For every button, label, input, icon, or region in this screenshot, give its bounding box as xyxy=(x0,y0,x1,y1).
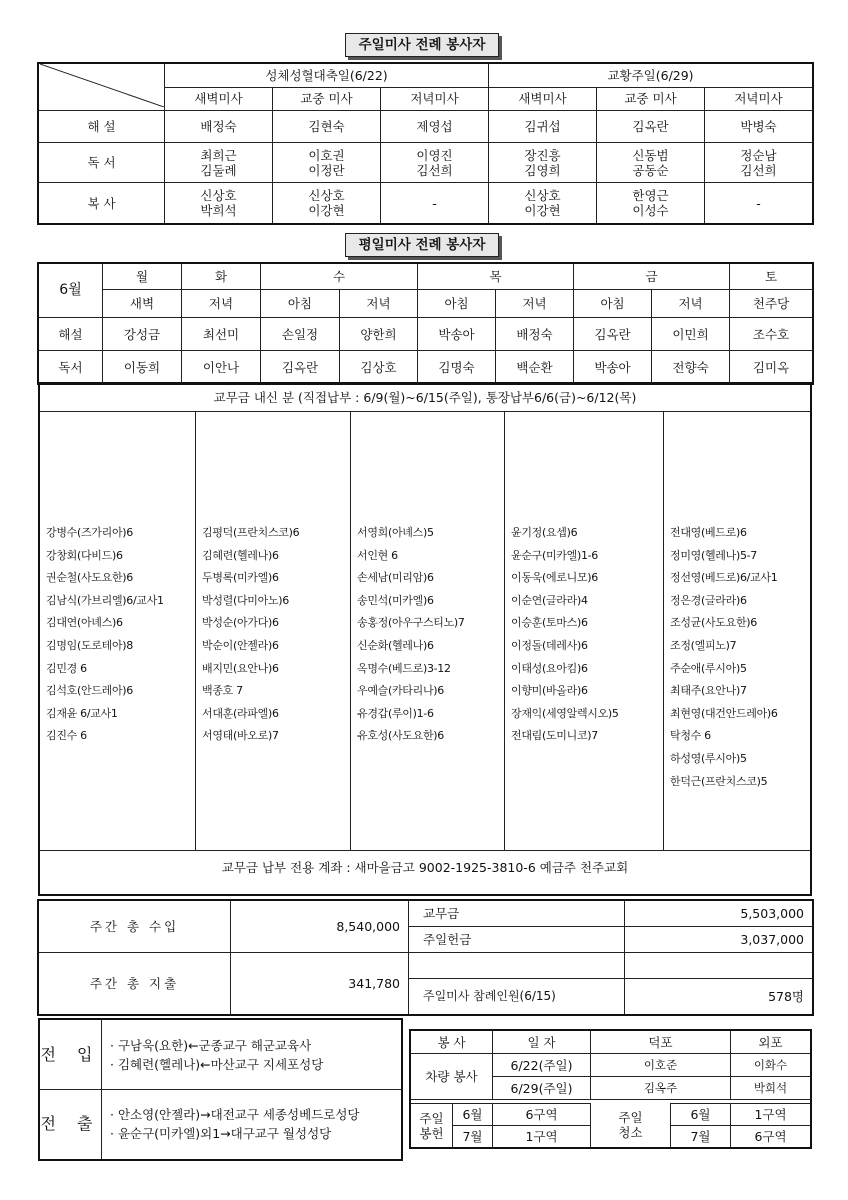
move-out-item: · 윤순구(미카엘)외1→대구교구 월성성당 xyxy=(110,1126,332,1141)
server-cell: 이안나 xyxy=(182,351,261,384)
offering-entry: 옥명수(베드로)3-12 xyxy=(357,661,451,675)
offering-column xyxy=(664,412,810,850)
server-cell: 신상호 이강현 xyxy=(273,183,381,224)
vehicle-date: 6/29(주일) xyxy=(493,1077,591,1100)
offering-entry: 권순철(사도요한)6 xyxy=(46,571,133,585)
vehicle-oepo: 박희석 xyxy=(731,1077,811,1100)
offering-columns xyxy=(40,412,810,850)
mass-header: 교중 미사 xyxy=(273,87,381,111)
income-value: 8,540,000 xyxy=(231,901,409,953)
offering-entry: 박성순(아가다)6 xyxy=(202,616,279,630)
slot-header: 저녁 xyxy=(652,290,730,318)
bonghun-month: 7월 xyxy=(453,1126,493,1148)
month-cell: 6월 xyxy=(39,264,103,318)
offering-entry: 윤기정(요셉)6 xyxy=(511,526,578,539)
move-out-list xyxy=(102,1105,401,1143)
expense-value: 341,780 xyxy=(231,953,409,1015)
row-label: 복 사 xyxy=(39,183,165,224)
offering-entry: 한덕근(프란치스코)5 xyxy=(670,774,768,788)
server-cell: 전향숙 xyxy=(652,351,730,384)
offering-entry: 서인현 6 xyxy=(357,548,398,562)
group-header: 성체성혈대축일(6/22) xyxy=(165,64,489,88)
slot-header: 새벽 xyxy=(103,290,182,318)
mass-header: 새벽미사 xyxy=(489,87,597,111)
server-cell: 강성금 xyxy=(103,318,182,351)
offering-entry: 유호성(사도요한)6 xyxy=(357,729,444,743)
offering-entry: 송민석(미카엘)6 xyxy=(357,593,434,607)
corner-cell xyxy=(39,64,165,111)
cleaning-label: 주일 청소 xyxy=(591,1104,671,1148)
day-header: 목 xyxy=(418,264,574,290)
offering-entry: 이태성(요아킴)6 xyxy=(511,661,588,675)
sunday-servers-table xyxy=(38,63,813,224)
offering-entry: 최태주(요안나)7 xyxy=(670,684,747,698)
server-cell: 정순남 김선희 xyxy=(705,143,813,183)
server-cell: 배정숙 xyxy=(496,318,574,351)
offering-entry: 장재익(세영알렉시오)5 xyxy=(511,706,619,720)
mass-header: 새벽미사 xyxy=(165,87,273,111)
day-header: 화 xyxy=(182,264,261,290)
sunday-offering-value: 3,037,000 xyxy=(625,927,813,953)
offering-entry: 하성영(루시아)5 xyxy=(670,751,747,765)
service-table xyxy=(410,1030,811,1148)
offering-entry: 이동욱(에로니모)6 xyxy=(511,571,598,585)
offering-entry: 송홍정(아우구스티노)7 xyxy=(357,616,465,630)
server-cell: 김옥란 xyxy=(597,111,705,143)
server-cell: 양한희 xyxy=(340,318,418,351)
offering-entry: 조정(엘피노)7 xyxy=(670,638,737,652)
bonghun-month: 6월 xyxy=(453,1104,493,1126)
server-cell: 장진흥 김영희 xyxy=(489,143,597,183)
server-cell: 조수호 xyxy=(730,318,813,351)
service-header: 봉 사 xyxy=(411,1031,493,1054)
empty-cell xyxy=(625,953,813,979)
server-cell: 박송아 xyxy=(418,318,496,351)
offering-entry: 배지민(요안나)6 xyxy=(202,661,279,675)
slot-header: 저녁 xyxy=(496,290,574,318)
vehicle-date: 6/22(주일) xyxy=(493,1054,591,1077)
offering-entry: 이순연(글라라)4 xyxy=(511,593,588,607)
slot-header: 아침 xyxy=(418,290,496,318)
server-cell: 김미옥 xyxy=(730,351,813,384)
bonghun-value: 6구역 xyxy=(493,1104,591,1126)
offering-entry: 박성렬(다미아노)6 xyxy=(202,593,289,607)
server-cell: 최희근 김둘례 xyxy=(165,143,273,183)
offering-entry: 이정돌(데레사)6 xyxy=(511,638,588,652)
server-cell: 백순환 xyxy=(496,351,574,384)
expense-label: 주간 총 지출 xyxy=(39,953,231,1015)
cleaning-month: 7월 xyxy=(671,1126,731,1148)
vehicle-deokpo: 이호준 xyxy=(591,1054,731,1077)
day-header: 금 xyxy=(574,264,730,290)
offering-column xyxy=(40,412,196,850)
offering-entry: 최현영(대건안드레아)6 xyxy=(670,706,778,720)
server-cell: 김옥란 xyxy=(574,318,652,351)
cleaning-month: 6월 xyxy=(671,1104,731,1126)
sunday-title: 주일미사 전례 봉사자 xyxy=(345,33,499,57)
move-in-item: · 김혜련(헬레나)←마산교구 지세포성당 xyxy=(110,1057,324,1072)
offering-entry: 서영희(아녜스)5 xyxy=(357,526,434,539)
offering-entry: 탁청수 6 xyxy=(670,729,711,743)
slot-header: 저녁 xyxy=(340,290,418,318)
day-header: 수 xyxy=(261,264,418,290)
bonghun-value: 1구역 xyxy=(493,1126,591,1148)
offering-entry: 김진수 6 xyxy=(46,729,87,743)
attendance-value: 578명 xyxy=(625,979,813,1015)
server-cell: 이영진 김선희 xyxy=(381,143,489,183)
income-label: 주간 총 수입 xyxy=(39,901,231,953)
row-label: 해 설 xyxy=(39,111,165,143)
cleaning-value: 1구역 xyxy=(731,1104,811,1126)
offering-entry: 김명임(도로테아)8 xyxy=(46,638,133,652)
day-header: 토 xyxy=(730,264,813,290)
deokpo-header: 덕포 xyxy=(591,1031,731,1054)
server-cell: 이동희 xyxy=(103,351,182,384)
kyomugeum-value: 5,503,000 xyxy=(625,901,813,927)
move-in-label: 전 입 xyxy=(40,1020,102,1089)
move-out-item: · 안소영(안젤라)→대전교구 세종성베드로성당 xyxy=(110,1107,360,1122)
row-label: 독 서 xyxy=(39,143,165,183)
offering-entry: 두병록(미카엘)6 xyxy=(202,571,279,585)
server-cell: - xyxy=(705,183,813,224)
empty-cell xyxy=(409,953,625,979)
server-cell: 신상호 박희석 xyxy=(165,183,273,224)
offering-entry: 주순애(루시아)5 xyxy=(670,661,747,675)
offering-entry: 김대연(아녜스)6 xyxy=(46,616,123,630)
offering-entry: 백종호 7 xyxy=(202,684,243,698)
server-cell: 이민희 xyxy=(652,318,730,351)
offering-column xyxy=(505,412,664,850)
move-in-item: · 구남욱(요한)←군종교구 해군교육사 xyxy=(110,1038,312,1053)
server-cell: 신동범 공동순 xyxy=(597,143,705,183)
server-cell: 김귀섭 xyxy=(489,111,597,143)
bonghun-label: 주일 봉헌 xyxy=(411,1104,453,1148)
server-cell: 배정숙 xyxy=(165,111,273,143)
cleaning-value: 6구역 xyxy=(731,1126,811,1148)
server-cell: 제영섭 xyxy=(381,111,489,143)
server-cell: 김옥란 xyxy=(261,351,340,384)
server-cell: 신상호 이강현 xyxy=(489,183,597,224)
offering-entry: 강병수(즈가리아)6 xyxy=(46,526,133,539)
slot-header: 아침 xyxy=(261,290,340,318)
slot-header: 아침 xyxy=(574,290,652,318)
mass-header: 저녁미사 xyxy=(705,87,813,111)
date-header: 일 자 xyxy=(493,1031,591,1054)
server-cell: 김상호 xyxy=(340,351,418,384)
offering-entry: 김혜련(헬레나)6 xyxy=(202,548,279,562)
row-label: 독서 xyxy=(39,351,103,384)
offering-entry: 정미영(헬레나)5-7 xyxy=(670,548,758,562)
offering-entry: 신순화(헬레나)6 xyxy=(357,638,434,652)
mass-header: 교중 미사 xyxy=(597,87,705,111)
day-header: 월 xyxy=(103,264,182,290)
offering-entry: 우예슬(카타리나)6 xyxy=(357,684,444,698)
offering-entry: 김석호(안드레아)6 xyxy=(46,684,133,698)
server-cell: 손일정 xyxy=(261,318,340,351)
kyomugeum-label: 교무금 xyxy=(409,901,625,927)
server-cell: 박병숙 xyxy=(705,111,813,143)
offering-entry: 이향미(바올라)6 xyxy=(511,684,588,698)
attendance-label: 주일미사 참례인원(6/15) xyxy=(409,979,625,1015)
offering-entry: 전대림(도미니코)7 xyxy=(511,729,598,743)
weekday-title: 평일미사 전례 봉사자 xyxy=(345,233,499,257)
slot-header: 천주당 xyxy=(730,290,813,318)
slot-header: 저녁 xyxy=(182,290,261,318)
server-cell: 한영근 이성수 xyxy=(597,183,705,224)
vehicle-label: 차량 봉사 xyxy=(411,1054,493,1100)
server-cell: 김현숙 xyxy=(273,111,381,143)
offering-entry: 강창회(다비드)6 xyxy=(46,548,123,562)
vehicle-oepo: 이화수 xyxy=(731,1054,811,1077)
finance-table xyxy=(38,900,813,1015)
offering-entry: 전대영(베드로)6 xyxy=(670,526,747,539)
offering-column xyxy=(351,412,505,850)
offering-entry: 서대훈(라파엘)6 xyxy=(202,706,279,720)
vehicle-deokpo: 김옥주 xyxy=(591,1077,731,1100)
sunday-offering-label: 주일헌금 xyxy=(409,927,625,953)
offering-header: 교무금 내신 분 (직접납부 : 6/9(월)~6/15(주일), 통장납부6/6(금)~6/12(목) xyxy=(40,384,810,412)
diagonal-line xyxy=(40,64,164,107)
offering-entry: 손세남(미리암)6 xyxy=(357,571,434,585)
offering-entry: 박순이(안젤라)6 xyxy=(202,638,279,652)
offering-column xyxy=(196,412,351,850)
move-out-label: 전 출 xyxy=(40,1089,102,1159)
offering-entry: 정은경(글라라)6 xyxy=(670,593,747,607)
offering-entry: 김남식(가브리엘)6/교사1 xyxy=(46,593,164,607)
parish-moves-box xyxy=(38,1018,403,1161)
server-cell: 박송아 xyxy=(574,351,652,384)
mass-header: 저녁미사 xyxy=(381,87,489,111)
offering-box xyxy=(38,382,812,896)
offering-entry: 김재윤 6/교사1 xyxy=(46,706,118,720)
account-info: 교무금 납부 전용 계좌 : 새마을금고 9002-1925-3810-6 예금주 천주교회 xyxy=(40,850,810,894)
offering-entry: 김민경 6 xyxy=(46,661,87,675)
server-cell: 최선미 xyxy=(182,318,261,351)
offering-entry: 이승훈(토마스)6 xyxy=(511,616,588,630)
move-in-list xyxy=(102,1036,401,1074)
row-label: 해설 xyxy=(39,318,103,351)
offering-entry: 김평덕(프란치스코)6 xyxy=(202,526,300,539)
server-cell: - xyxy=(381,183,489,224)
offering-entry: 서영태(바오로)7 xyxy=(202,729,279,743)
weekday-servers-table xyxy=(38,263,813,384)
group-header: 교황주일(6/29) xyxy=(489,64,813,88)
offering-entry: 윤순구(미카엘)1-6 xyxy=(511,548,599,562)
offering-entry: 정선영(베드로)6/교사1 xyxy=(670,571,778,585)
server-cell: 이호권 이정란 xyxy=(273,143,381,183)
oepo-header: 외포 xyxy=(731,1031,811,1054)
server-cell: 김명숙 xyxy=(418,351,496,384)
offering-entry: 유경갑(루이)1-6 xyxy=(357,706,434,720)
offering-entry: 조성균(사도요한)6 xyxy=(670,616,757,630)
